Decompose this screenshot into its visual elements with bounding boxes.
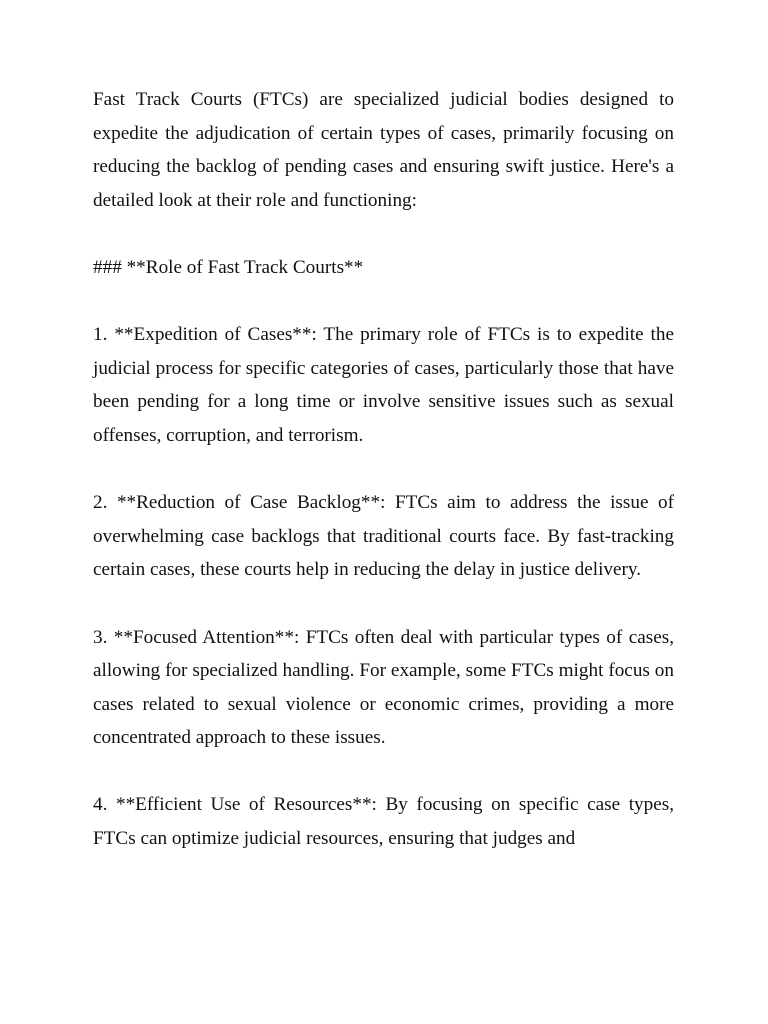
list-item: 2. **Reduction of Case Backlog**: FTCs aim to address the issue of overwhelming case backlogs that traditional courts face. By fast-tracking certain cases, these courts help in reducing the delay in justice delivery. bbox=[93, 492, 674, 581]
list-item: 4. **Efficient Use of Resources**: By focusing on specific case types, FTCs can optimize judicial resources, ensuring that judges and bbox=[93, 794, 674, 850]
section-heading: ### **Role of Fast Track Courts** bbox=[93, 256, 364, 278]
list-item: 1. **Expedition of Cases**: The primary role of FTCs is to expedite the judicial process for specific categories of cases, particularly those that have been pending for a long time or involve sensitive issues such as sexual offenses, corruption, and terrorism. bbox=[93, 324, 674, 446]
intro-paragraph: Fast Track Courts (FTCs) are specialized judicial bodies designed to expedite the adjudication of certain types of cases, primarily focusing on reducing the backlog of pending cases and ensuring swift justice. Here's a detailed look at their role and functioning: bbox=[93, 89, 674, 211]
list-item: 3. **Focused Attention**: FTCs often deal with particular types of cases, allowing for specialized handling. For example, some FTCs might focus on cases related to sexual violence or economic crimes, providing a more concentrated approach to these issues. bbox=[93, 626, 674, 749]
document-body bbox=[93, 83, 674, 889]
